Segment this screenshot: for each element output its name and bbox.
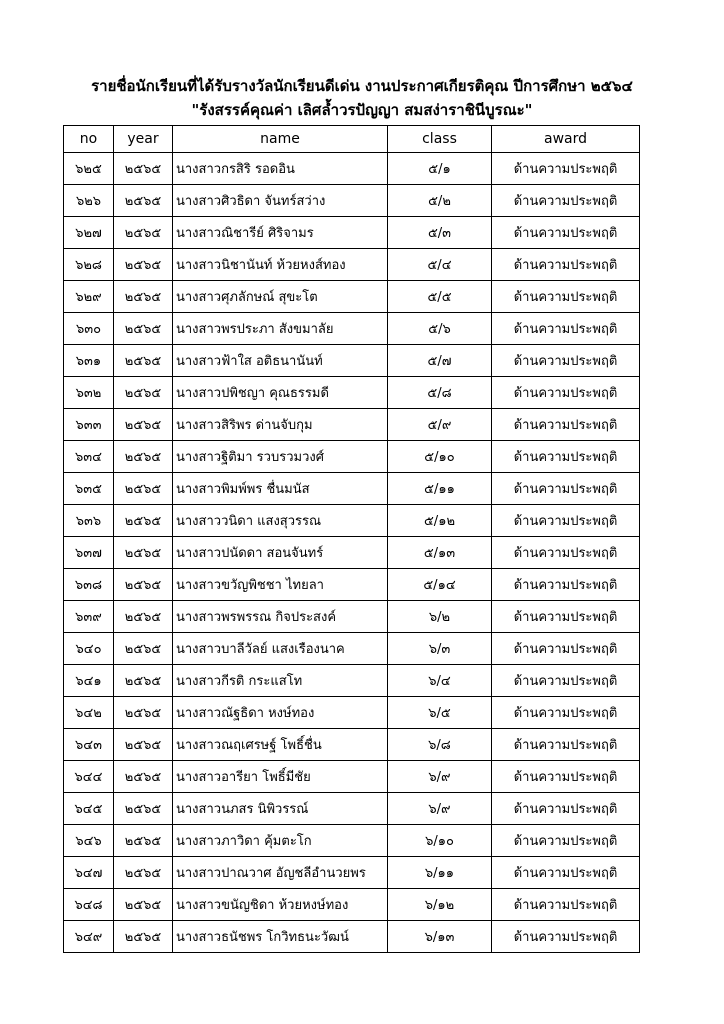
cell-class: ๖/๙	[388, 761, 492, 793]
cell-name: นางสาวธนัชพร โกวิทธนะวัฒน์	[173, 921, 388, 953]
cell-class: ๕/๒	[388, 185, 492, 217]
cell-no: ๖๓๓	[64, 409, 114, 441]
table-row	[64, 505, 640, 537]
cell-name: นางสาวบาลีวัลย์ แสงเรืองนาค	[173, 633, 388, 665]
cell-name: นางสาวปาณวาศ อัญชลีอำนวยพร	[173, 857, 388, 889]
cell-class: ๕/๑๐	[388, 441, 492, 473]
cell-award: ด้านความประพฤติ	[492, 153, 640, 185]
cell-class: ๕/๘	[388, 377, 492, 409]
cell-no: ๖๔๓	[64, 729, 114, 761]
table-row	[64, 281, 640, 313]
cell-year: ๒๕๖๕	[114, 345, 173, 377]
cell-name: นางสาวฟ้าใส อติธนานันท์	[173, 345, 388, 377]
cell-year: ๒๕๖๕	[114, 569, 173, 601]
cell-name: นางสาวปพิชญา คุณธรรมดี	[173, 377, 388, 409]
cell-name: นางสาวกรสิริ รอดอิน	[173, 153, 388, 185]
header-year: year	[114, 126, 173, 153]
cell-award: ด้านความประพฤติ	[492, 409, 640, 441]
table-row	[64, 633, 640, 665]
cell-class: ๖/๒	[388, 601, 492, 633]
cell-award: ด้านความประพฤติ	[492, 441, 640, 473]
cell-no: ๖๔๐	[64, 633, 114, 665]
table-row	[64, 857, 640, 889]
cell-class: ๕/๗	[388, 345, 492, 377]
cell-name: นางสาวพิมพ์พร ชื่นมนัส	[173, 473, 388, 505]
cell-award: ด้านความประพฤติ	[492, 825, 640, 857]
cell-class: ๕/๑๒	[388, 505, 492, 537]
cell-year: ๒๕๖๕	[114, 601, 173, 633]
cell-award: ด้านความประพฤติ	[492, 665, 640, 697]
cell-award: ด้านความประพฤติ	[492, 857, 640, 889]
award-table	[63, 125, 640, 953]
cell-year: ๒๕๖๕	[114, 697, 173, 729]
cell-no: ๖๒๖	[64, 185, 114, 217]
cell-class: ๖/๑๑	[388, 857, 492, 889]
cell-award: ด้านความประพฤติ	[492, 697, 640, 729]
cell-class: ๖/๘	[388, 729, 492, 761]
cell-name: นางสาววนิดา แสงสุวรรณ	[173, 505, 388, 537]
cell-award: ด้านความประพฤติ	[492, 377, 640, 409]
cell-class: ๖/๑๓	[388, 921, 492, 953]
cell-award: ด้านความประพฤติ	[492, 313, 640, 345]
cell-no: ๖๓๕	[64, 473, 114, 505]
cell-name: นางสาวฐิติมา รวบรวมวงศ์	[173, 441, 388, 473]
cell-year: ๒๕๖๕	[114, 153, 173, 185]
cell-award: ด้านความประพฤติ	[492, 889, 640, 921]
table-row	[64, 697, 640, 729]
cell-no: ๖๒๗	[64, 217, 114, 249]
cell-name: นางสาวศุภลักษณ์ สุขะโต	[173, 281, 388, 313]
cell-no: ๖๓๖	[64, 505, 114, 537]
cell-class: ๕/๔	[388, 249, 492, 281]
cell-no: ๖๔๙	[64, 921, 114, 953]
cell-year: ๒๕๖๕	[114, 761, 173, 793]
cell-class: ๖/๓	[388, 633, 492, 665]
cell-class: ๕/๑๑	[388, 473, 492, 505]
cell-no: ๖๓๐	[64, 313, 114, 345]
cell-class: ๖/๕	[388, 697, 492, 729]
cell-award: ด้านความประพฤติ	[492, 537, 640, 569]
cell-class: ๕/๕	[388, 281, 492, 313]
cell-award: ด้านความประพฤติ	[492, 633, 640, 665]
cell-name: นางสาวขนัญชิดา ห้วยหงษ์ทอง	[173, 889, 388, 921]
cell-year: ๒๕๖๕	[114, 665, 173, 697]
table-row	[64, 217, 640, 249]
cell-award: ด้านความประพฤติ	[492, 345, 640, 377]
cell-no: ๖๒๙	[64, 281, 114, 313]
cell-year: ๒๕๖๕	[114, 537, 173, 569]
cell-name: นางสาวภาวิดา คุ้มตะโก	[173, 825, 388, 857]
cell-class: ๖/๙	[388, 793, 492, 825]
table-row	[64, 665, 640, 697]
header-class: class	[388, 126, 492, 153]
cell-no: ๖๒๕	[64, 153, 114, 185]
cell-class: ๕/๑๓	[388, 537, 492, 569]
cell-year: ๒๕๖๕	[114, 185, 173, 217]
cell-year: ๒๕๖๕	[114, 857, 173, 889]
cell-no: ๖๓๘	[64, 569, 114, 601]
cell-name: นางสาวพรประภา สังขมาลัย	[173, 313, 388, 345]
cell-name: นางสาวกีรติ กระแสโท	[173, 665, 388, 697]
cell-class: ๖/๑๒	[388, 889, 492, 921]
table-row	[64, 569, 640, 601]
table-row	[64, 601, 640, 633]
cell-name: นางสาวณิชารีย์ ศิริจามร	[173, 217, 388, 249]
cell-year: ๒๕๖๕	[114, 281, 173, 313]
cell-award: ด้านความประพฤติ	[492, 921, 640, 953]
table-row	[64, 377, 640, 409]
table-row	[64, 441, 640, 473]
cell-award: ด้านความประพฤติ	[492, 281, 640, 313]
cell-year: ๒๕๖๕	[114, 249, 173, 281]
cell-name: นางสาวณฤเศรษฐ์ โพธิ์ชื่น	[173, 729, 388, 761]
cell-award: ด้านความประพฤติ	[492, 505, 640, 537]
cell-no: ๖๓๙	[64, 601, 114, 633]
cell-no: ๖๔๔	[64, 761, 114, 793]
table-row	[64, 185, 640, 217]
cell-year: ๒๕๖๕	[114, 377, 173, 409]
cell-year: ๒๕๖๕	[114, 409, 173, 441]
cell-no: ๖๓๑	[64, 345, 114, 377]
table-row	[64, 153, 640, 185]
cell-award: ด้านความประพฤติ	[492, 569, 640, 601]
cell-no: ๖๔๖	[64, 825, 114, 857]
table-row	[64, 921, 640, 953]
cell-no: ๖๔๘	[64, 889, 114, 921]
cell-class: ๕/๓	[388, 217, 492, 249]
cell-name: นางสาวสิริพร ด่านจับกุม	[173, 409, 388, 441]
table-header-row	[64, 126, 640, 153]
cell-no: ๖๓๔	[64, 441, 114, 473]
table-row	[64, 345, 640, 377]
cell-name: นางสาวนิชานันท์ ห้วยหงส์ทอง	[173, 249, 388, 281]
cell-class: ๕/๑	[388, 153, 492, 185]
cell-no: ๖๔๑	[64, 665, 114, 697]
cell-award: ด้านความประพฤติ	[492, 793, 640, 825]
cell-award: ด้านความประพฤติ	[492, 729, 640, 761]
cell-class: ๕/๙	[388, 409, 492, 441]
cell-no: ๖๔๗	[64, 857, 114, 889]
page-title: รายชื่อนักเรียนที่ได้รับรางวัลนักเรียนดีเด่น งานประกาศเกียรติคุณ ปีการศึกษา ๒๕๖๔	[91, 77, 633, 95]
cell-year: ๒๕๖๕	[114, 793, 173, 825]
cell-name: นางสาวขวัญพิชชา ไทยลา	[173, 569, 388, 601]
cell-year: ๒๕๖๕	[114, 217, 173, 249]
table-row	[64, 249, 640, 281]
cell-award: ด้านความประพฤติ	[492, 185, 640, 217]
table-row	[64, 409, 640, 441]
cell-award: ด้านความประพฤติ	[492, 249, 640, 281]
cell-award: ด้านความประพฤติ	[492, 601, 640, 633]
cell-name: นางสาวปนัดดา สอนจันทร์	[173, 537, 388, 569]
cell-class: ๖/๔	[388, 665, 492, 697]
cell-no: ๖๔๒	[64, 697, 114, 729]
cell-year: ๒๕๖๕	[114, 505, 173, 537]
cell-name: นางสาวศิวธิดา จันทร์สว่าง	[173, 185, 388, 217]
cell-no: ๖๓๗	[64, 537, 114, 569]
cell-name: นางสาวอารียา โพธิ์มีชัย	[173, 761, 388, 793]
table-row	[64, 537, 640, 569]
header-award: award	[492, 126, 640, 153]
cell-class: ๖/๑๐	[388, 825, 492, 857]
table-row	[64, 793, 640, 825]
cell-award: ด้านความประพฤติ	[492, 217, 640, 249]
page-subtitle: "รังสรรค์คุณค่า เลิศล้ำวรปัญญา สมสง่าราชินีบูรณะ"	[191, 101, 533, 119]
header-no: no	[64, 126, 114, 153]
cell-year: ๒๕๖๕	[114, 889, 173, 921]
cell-year: ๒๕๖๕	[114, 441, 173, 473]
table-row	[64, 825, 640, 857]
cell-year: ๒๕๖๕	[114, 473, 173, 505]
cell-name: นางสาวพรพรรณ กิจประสงค์	[173, 601, 388, 633]
cell-award: ด้านความประพฤติ	[492, 473, 640, 505]
table-row	[64, 889, 640, 921]
cell-year: ๒๕๖๕	[114, 729, 173, 761]
cell-class: ๕/๑๔	[388, 569, 492, 601]
cell-class: ๕/๖	[388, 313, 492, 345]
table-row	[64, 313, 640, 345]
cell-year: ๒๕๖๕	[114, 921, 173, 953]
header-name: name	[173, 126, 388, 153]
table-row	[64, 473, 640, 505]
cell-no: ๖๓๒	[64, 377, 114, 409]
cell-no: ๖๔๕	[64, 793, 114, 825]
table-row	[64, 761, 640, 793]
cell-year: ๒๕๖๕	[114, 825, 173, 857]
cell-year: ๒๕๖๕	[114, 633, 173, 665]
cell-no: ๖๒๘	[64, 249, 114, 281]
cell-year: ๒๕๖๕	[114, 313, 173, 345]
cell-name: นางสาวนภสร นิพิวรรณ์	[173, 793, 388, 825]
cell-award: ด้านความประพฤติ	[492, 761, 640, 793]
table-row	[64, 729, 640, 761]
table-body	[64, 153, 640, 953]
cell-name: นางสาวณัฐธิดา หงษ์ทอง	[173, 697, 388, 729]
